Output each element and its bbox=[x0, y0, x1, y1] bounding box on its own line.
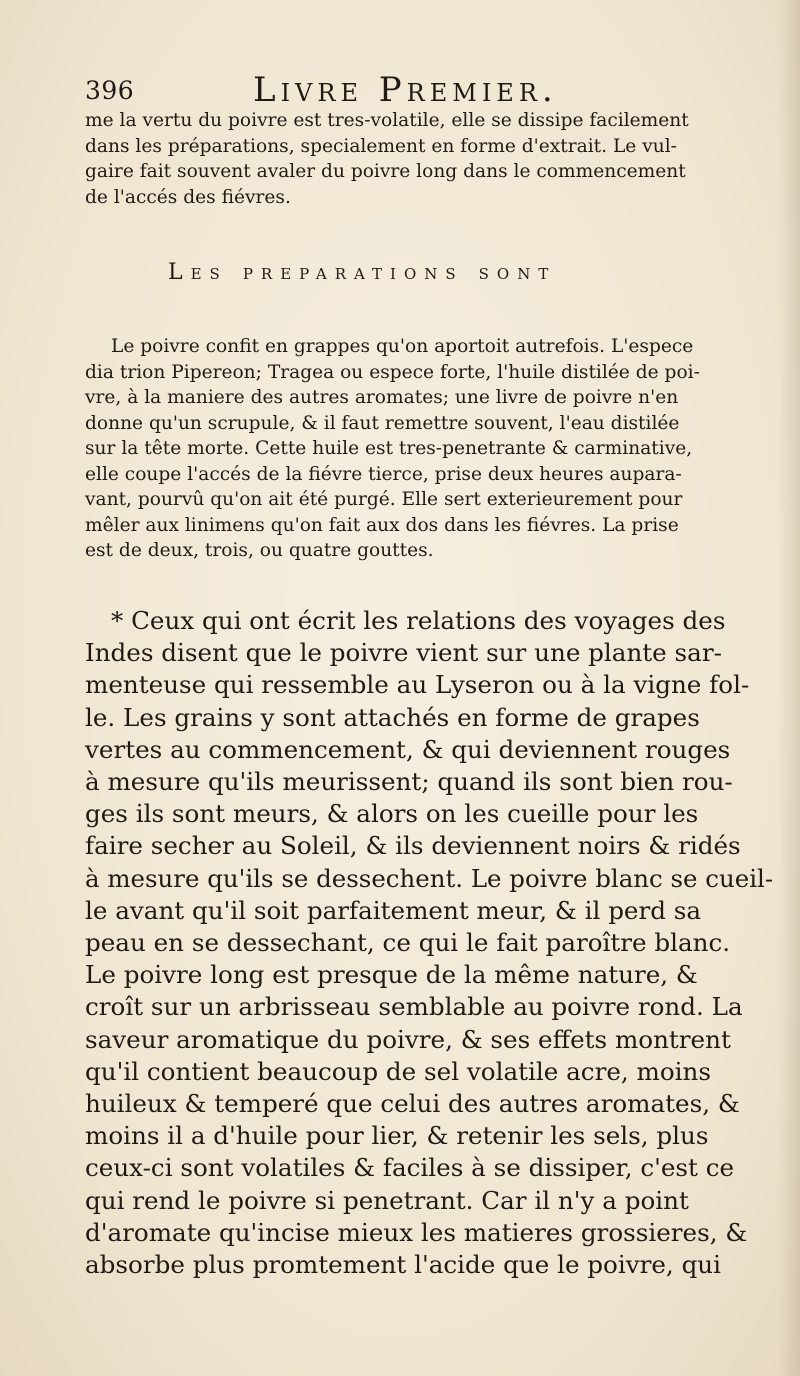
text-line: moins il a d'huile pour lier, & retenir les sels, plus bbox=[85, 1121, 709, 1151]
text-line: me la vertu du poivre est tres-volatile, elle se dissipe facilement bbox=[85, 110, 689, 131]
text-line: qui rend le poivre si penetrant. Car il n'y a point bbox=[85, 1185, 689, 1215]
text-line: sur la tête morte. Cette huile est tres-penetrante & carminative, bbox=[85, 438, 693, 459]
text-line: * Ceux qui ont écrit les relations des voyages des bbox=[111, 606, 726, 635]
section-heading: Les preparations sont bbox=[168, 260, 557, 285]
text-line: peau en se dessechant, ce qui le fait paroître blanc. bbox=[85, 928, 731, 958]
text-line: saveur aromatique du poivre, & ses effets montrent bbox=[85, 1024, 731, 1054]
text-line: est de deux, trois, ou quatre gouttes. bbox=[85, 540, 434, 561]
text-line: croît sur un arbrisseau semblable au poivre rond. La bbox=[85, 992, 743, 1022]
text-line: vertes au commencement, & qui deviennent rouges bbox=[85, 734, 731, 764]
running-head: Livre Premier. bbox=[253, 70, 558, 110]
text-line: d'aromate qu'incise mieux les matieres grossieres, & bbox=[85, 1217, 748, 1247]
preparations-paragraph bbox=[85, 334, 773, 564]
page-number: 396 bbox=[85, 76, 135, 105]
text-line: elle coupe l'accés de la fiévre tierce, prise deux heures aupara- bbox=[85, 463, 682, 485]
text-line: absorbe plus promtement l'acide que le poivre, qui bbox=[85, 1250, 722, 1280]
text-line: dans les préparations, specialement en forme d'extrait. Le vul- bbox=[85, 135, 677, 157]
text-line: de l'accés des fiévres. bbox=[85, 186, 291, 208]
text-line: ceux-ci sont volatiles & faciles à se dissiper, c'est ce bbox=[85, 1153, 735, 1183]
note-paragraph bbox=[85, 605, 773, 1281]
text-line: Le poivre confit en grappes qu'on aportoit autrefois. L'espece bbox=[111, 336, 694, 357]
text-line: Indes disent que le poivre vient sur une plante sar- bbox=[85, 638, 722, 668]
page-edge-shadow bbox=[778, 0, 800, 1376]
text-line: qu'il contient beaucoup de sel volatile acre, moins bbox=[85, 1056, 711, 1086]
text-line: ges ils sont meurs, & alors on les cueille pour les bbox=[85, 799, 699, 829]
text-line: à mesure qu'ils meurissent; quand ils sont bien rou- bbox=[85, 767, 733, 797]
text-line: le. Les grains y sont attachés en forme de grapes bbox=[85, 702, 700, 732]
text-line: le avant qu'il soit parfaitement meur, & il perd sa bbox=[85, 895, 702, 925]
text-line: vant, pourvû qu'on ait été purgé. Elle sert exterieurement pour bbox=[85, 489, 683, 510]
text-line: Le poivre long est presque de la même nature, & bbox=[85, 960, 698, 990]
text-line: huileux & temperé que celui des autres aromates, & bbox=[85, 1089, 740, 1119]
text-line: gaire fait souvent avaler du poivre long dans le commencement bbox=[85, 161, 686, 182]
text-line: à mesure qu'ils se dessechent. Le poivre blanc se cueil- bbox=[85, 863, 774, 893]
text-line: donne qu'un scrupule, & il faut remettre souvent, l'eau distilée bbox=[85, 412, 680, 434]
text-line: faire secher au Soleil, & ils deviennent noirs & ridés bbox=[85, 831, 741, 861]
text-line: menteuse qui ressemble au Lyseron ou à la vigne fol- bbox=[85, 670, 750, 700]
text-line: vre, à la maniere des autres aromates; une livre de poivre n'en bbox=[85, 387, 679, 408]
text-line: dia trion Pipereon; Tragea ou espece forte, l'huile distilée de poi- bbox=[85, 361, 700, 383]
top-paragraph bbox=[85, 108, 773, 210]
text-line: mêler aux linimens qu'on fait aux dos dans les fiévres. La prise bbox=[85, 514, 679, 536]
